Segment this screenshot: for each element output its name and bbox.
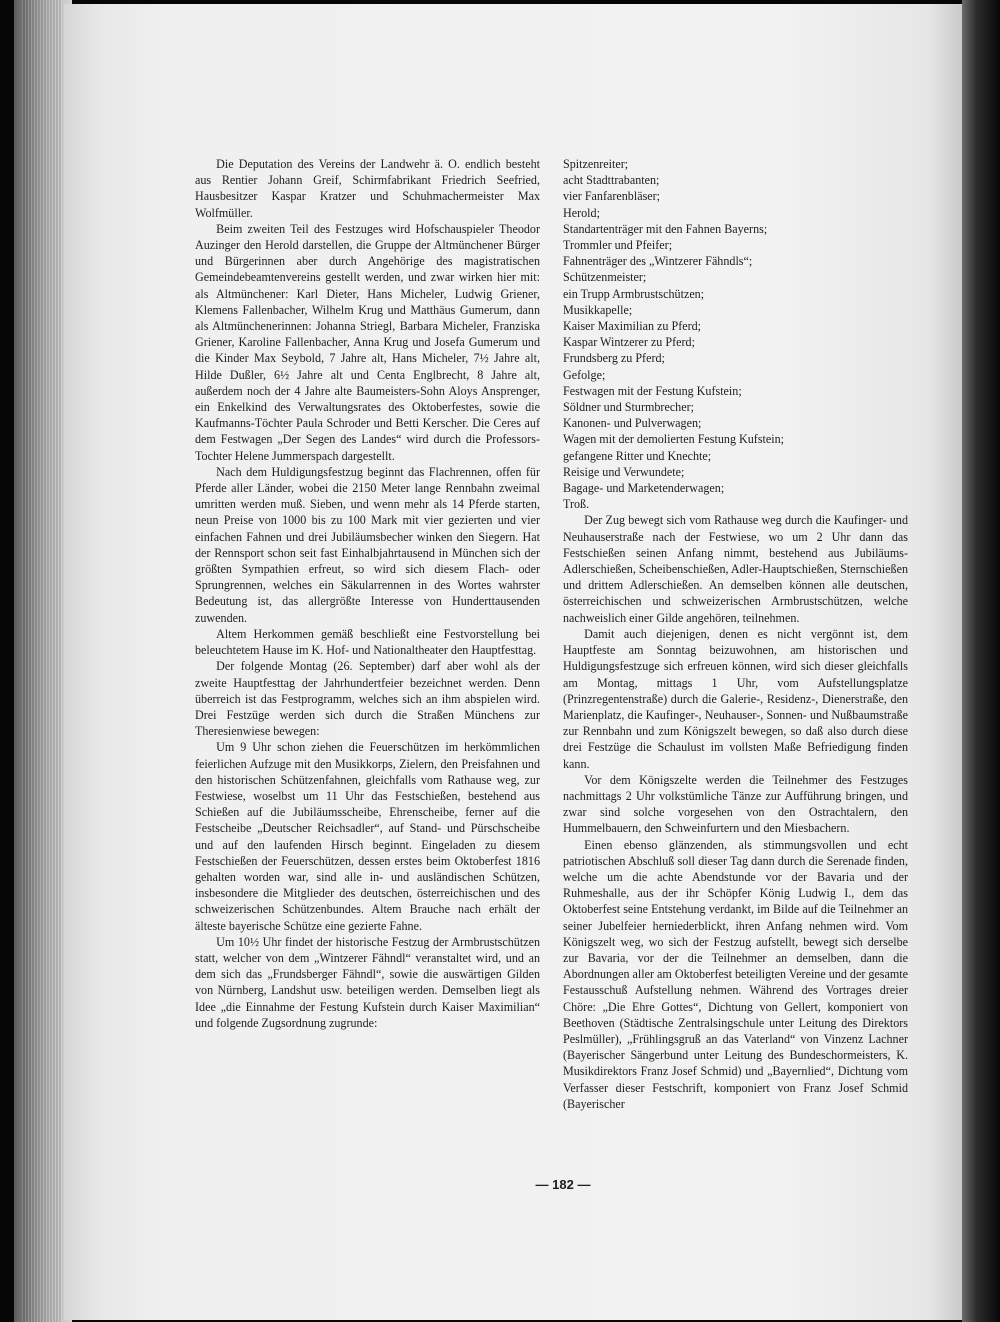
list-item: Festwagen mit der Festung Kufstein; — [563, 383, 742, 398]
list-item: Trommler und Pfeifer; — [563, 238, 673, 253]
gutter-shadow — [962, 0, 1000, 1322]
list-item: Bagage- und Marketenderwagen; — [563, 481, 725, 496]
list-item: Kaspar Wintzerer zu Pferd; — [563, 335, 695, 350]
paragraph: Der folgende Montag (26. September) darf aber wohl als der zweite Hauptfesttag der Jahrhundertfeier bezeichnet werden. Denn überreich ist das Festprogramm, welches sich an ihm abspielen wird. Drei Festzüge werden sich durch die Straßen Münchens zur Theresienwiese bewegen: — [195, 659, 540, 739]
paragraph: Um 10½ Uhr findet der historische Festzug der Armbrustschützen statt, welcher von dem „Wintzerer Fähndl“ veranstaltet wird, und an dem sich das „Frundsberger Fähndl“, sowie die auswärtigen Gilden von Nürnberg, Landshut usw. beteiligen werden. Demselben liegt als Idee „die Einnahme der Festung Kufstein durch Kaiser Maximilian“ und folgende Zugsordnung zugrunde: — [195, 934, 540, 1030]
list-item: Musikkapelle; — [563, 302, 633, 317]
paragraph: Der Zug bewegt sich vom Rathause weg durch die Kaufinger- und Neuhauserstraße nach der Festwiese, wo um 2 Uhr dann das Festschießen seinen Anfang nimmt, bestehend aus Jubiläums-Adlerschießen, Scheibenschießen, Adler-Hauptschießen, Sternschießen und drittem Adlerschießen. An demselben können alle deutschen, österreichischen und schweizerischen Armbrustschützen, welche nachweislich einer Gilde angehören, teilnehmen. — [563, 513, 908, 625]
page-stack-lines — [22, 0, 62, 1322]
paragraph: Um 9 Uhr schon ziehen die Feuerschützen im herkömmlichen feierlichen Aufzuge mit den Musikkorps, Zielern, den Preisfahnen und den historischen Schützenfahnen, gleichfalls vom Rathause weg, zur Festwiese, woselbst um 11 Uhr das Festschießen, bestehend aus Schießen auf die Jubiläumsscheibe, Ehrenscheibe, ferner auf die Festscheibe „Deutscher Reichsadler“, auf Stand- und Pürschscheibe und auf den laufenden Hirsch beginnt. Eingeladen zu diesem Festschießen der Feuerschützen, dessen erstes beim Oktoberfest 1816 gehalten worden war, sind alle in- und ausländischen Schützen, insbesondere die Mitglieder des deutschen, österreichischen und des schweizerischen Schützenbundes. Altem Brauche nach erhält der älteste bayerische Schütze eine gezierte Fahne. — [195, 740, 540, 933]
page-number: — 182 — — [535, 1177, 591, 1192]
paragraph: Einen ebenso glänzenden, als stimmungsvollen und echt patriotischen Abschluß soll dieser Tag dann durch die Serenade finden, welche um die achte Abendstunde vor der Bavaria und der Ruhmeshalle, aus der ihr Schöpfer König Ludwig I., dem das Oktoberfest seine Entstehung verdankt, im Bilde auf die Teilnehmer an seiner Jubelfeier herniederblickt, ihren Anfang nehmen wird. Vom Königszelt weg, wo sich der Festzug aufstellt, bewegt sich derselbe zur Bavaria, vor der die Teilnehmer an demselben, dann die Abordnungen aller am Oktoberfest beteiligten Vereine und der gesamte Festausschuß Aufstellung nehmen. Während des Vortrages dreier Chöre: „Die Ehre Gottes“, Dichtung von Gellert, komponiert von Beethoven (Städtische Zentralsingschule unter Leitung des Direktors Peslmüller), „Frühlingsgruß an das Vaterland“ von Vinzenz Lachner (Bayerischer Sängerbund unter Leitung des Bundeschormeisters, K. Musikdirektors Franz Josef Schmid) und „Bayernlied“, Dichtung vom Verfasser dieser Festschrift, komponiert von Franz Josef Schmid (Bayerischer — [563, 837, 909, 1111]
list-item: Kanonen- und Pulverwagen; — [563, 416, 702, 431]
list-item: Wagen mit der demolierten Festung Kufstein; — [563, 432, 785, 447]
list-item: ein Trupp Armbrustschützen; — [563, 286, 705, 301]
list-item: Standartenträger mit den Fahnen Bayerns; — [563, 221, 768, 236]
list-item: Kaiser Maximilian zu Pferd; — [563, 319, 702, 334]
list-item: vier Fanfarenbläser; — [563, 189, 661, 204]
paragraph: Vor dem Königszelte werden die Teilnehmer des Festzuges nachmittags 2 Uhr volkstümliche Tänze zur Aufführung bringen, und zwar sind solche vorgesehen von den Ostrachtalern, den Hummelbauern, den Schweinfurtern und den Miesbachern. — [563, 772, 908, 836]
paragraph: Beim zweiten Teil des Festzuges wird Hofschauspieler Theodor Auzinger den Herold darstellen, die Gruppe der Altmünchener Bürger und Bürgerinnen aber durch Angehörige des magistratischen Gemeindebeamtenvereins gestellt werden, und zwar wirken hier mit: als Altmünchener: Karl Dieter, Hans Micheler, Ludwig Griener, Klemens Fallenbacher, Wilhelm Krug und Matthäus Gumerum, dann als Altmünchenerinnen: Johanna Striegl, Barbara Micheler, Franziska Griener, Karoline Fallenbacher, Anna Krug und Josefa Gumerum und die Kinder Max Seybold, 7 Jahre alt, Hans Micheler, 7½ Jahre alt, Hilde Dußler, 6½ Jahre alt und Centa Englbrecht, 8 Jahre alt, außerdem noch der 4 Jahre alte Baumeisters-Sohn Aloys Ansprenger, ein Enkelkind des Verwaltungsrates des Oktoberfestes, sowie die Kaufmanns-Töchter Paula Schroder und Betti Kerscher. Die Ceres auf dem Festwagen „Der Segen des Landes“ wird durch die Professors-Tochter Helene Jummerspach dargestellt. — [195, 221, 540, 463]
list-item: Schützenmeister; — [563, 270, 647, 285]
list-item: Troß. — [563, 497, 590, 512]
list-item: Söldner und Sturmbrecher; — [563, 400, 694, 415]
procession-order-list — [563, 156, 908, 512]
list-item: Herold; — [563, 205, 600, 220]
list-item: Gefolge; — [563, 367, 606, 382]
left-text-column — [195, 156, 540, 1031]
list-item: acht Stadttrabanten; — [563, 173, 660, 188]
list-item: Fahnenträger des „Wintzerer Fähndls“; — [563, 254, 753, 269]
list-item: Spitzenreiter; — [563, 157, 629, 171]
paragraph: Nach dem Huldigungsfestzug beginnt das Flachrennen, offen für Pferde aller Länder, wobei die 2150 Meter lange Rennbahn zweimal umritten werden muß. Sieben, und wenn mehr als 14 Pferde starten, neun Preise von 1000 bis zu 100 Mark mit vier gezierten und vier einfachen Fahnen und drei Jubiläumsbecher winken den Siegern. Hat der Rennsport schon seit fast Einhalbjahrtausend in München sich der größten Sympathien erfreut, so wird sich diesem Flach- oder Sprungrennen, welches ein Säkularrennen in des Wortes wahrster Bedeutung ist, das allergrößte Interesse von Hunderttausenden zuwenden. — [195, 464, 540, 625]
paragraph: Altem Herkommen gemäß beschließt eine Festvorstellung bei beleuchtetem Hause im K. Hof- und Nationaltheater den Hauptfesttag. — [195, 626, 540, 658]
list-item: gefangene Ritter und Knechte; — [563, 448, 712, 463]
right-text-column — [563, 156, 908, 1112]
paragraph: Damit auch diejenigen, denen es nicht vergönnt ist, dem Hauptfeste am Sonntag beizuwohnen, am historischen und Huldigungsfestzuge sich erfreuen können, wird sich dieser gleichfalls am Montag, mittags 1 Uhr, vom Aufstellungsplatze (Prinzregentenstraße) durch die Galerie-, Residenz-, Dienerstraße, den Marienplatz, die Kaufinger-, Neuhauser-, Sonnen- und Nußbaumstraße zur Rennbahn und zum Königszelt bewegen, so daß also durch diese drei Festzüge die Schaulust im vollsten Maße Befriedigung finden kann. — [563, 626, 908, 771]
paragraph: Die Deputation des Vereins der Landwehr ä. O. endlich besteht aus Rentier Johann Greif, Schirmfabrikant Friedrich Seefried, Hausbesitzer Kaspar Kratzer und Schuhmachermeister Max Wolfmüller. — [195, 157, 540, 220]
list-item: Reisige und Verwundete; — [563, 464, 685, 479]
list-item: Frundsberg zu Pferd; — [563, 351, 665, 366]
